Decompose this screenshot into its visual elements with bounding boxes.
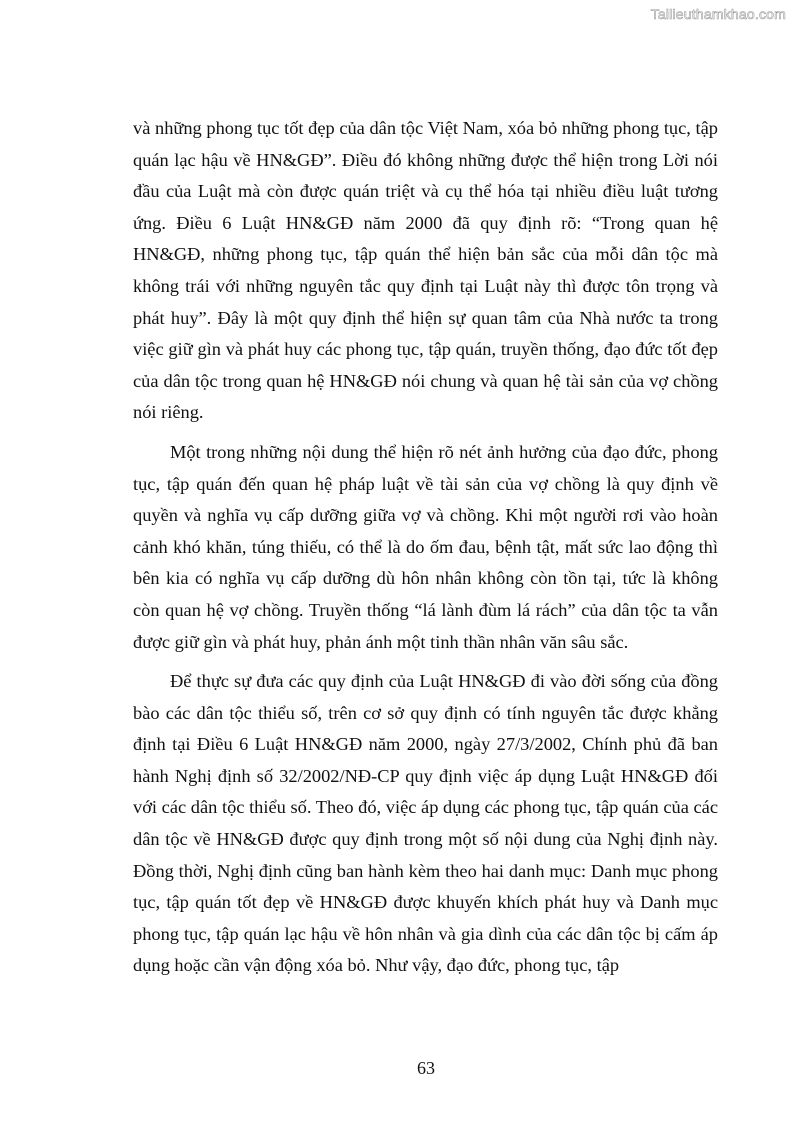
document-body bbox=[133, 113, 718, 982]
paragraph-alimony: Một trong những nội dung thể hiện rõ nét ảnh hưởng của đạo đức, phong tục, tập quán đến quan hệ pháp luật về tài sản của vợ chồng là quy định về quyền và nghĩa vụ cấp dưỡng giữa vợ và chồng. Khi một người rơi vào hoàn cảnh khó khăn, túng thiếu, có thể là do ốm đau, bệnh tật, mất sức lao động thì bên kia có nghĩa vụ cấp dưỡng dù hôn nhân không còn tồn tại, tức là không còn quan hệ vợ chồng. Truyền thống “lá lành đùm lá rách” của dân tộc ta vẫn được giữ gìn và phát huy, phản ánh một tinh thần nhân văn sâu sắc. bbox=[133, 441, 718, 652]
paragraph-decree: Để thực sự đưa các quy định của Luật HN&GĐ đi vào đời sống của đồng bào các dân tộc thiểu số, trên cơ sở quy định có tính nguyên tắc được khẳng định tại Điều 6 Luật HN&GĐ năm 2000, ngày 27/3/2002, Chính phủ đã ban hành Nghị định số 32/2002/NĐ-CP quy định việc áp dụng Luật HN&GĐ đối với các dân tộc thiểu số. Theo đó, việc áp dụng các phong tục, tập quán của các dân tộc về HN&GĐ được quy định trong một số nội dung của Nghị định này. Đồng thời, Nghị định cũng ban hành kèm theo hai danh mục: Danh mục phong tục, tập quán tốt đẹp về HN&GĐ được khuyến khích phát huy và Danh mục phong tục, tập quán lạc hậu về hôn nhân và gia dình của các dân tộc bị cấm áp dụng hoặc cần vận động xóa bỏ. Như vậy, đạo đức, phong tục, tập bbox=[133, 671, 718, 976]
watermark-text: Tailieuthamkhao.com bbox=[650, 6, 786, 22]
paragraph-continuation: và những phong tục tốt đẹp của dân tộc Việt Nam, xóa bỏ những phong tục, tập quán lạc hậu về HN&GĐ”. Điều đó không những được thể hiện trong Lời nói đầu của Luật mà còn được quán triệt và cụ thể hóa tại nhiều điều luật tương ứng. Điều 6 Luật HN&GĐ năm 2000 đã quy định rõ: “Trong quan hệ HN&GĐ, những phong tục, tập quán thể hiện bản sắc của mỗi dân tộc mà không trái với những nguyên tắc quy định tại Luật này thì được tôn trọng và phát huy”. Đây là một quy định thể hiện sự quan tâm của Nhà nước ta trong việc giữ gìn và phát huy các phong tục, tập quán, truyền thống, đạo đức tốt đẹp của dân tộc trong quan hệ HN&GĐ nói chung và quan hệ tài sản của vợ chồng nói riêng. bbox=[133, 118, 718, 423]
page-number: 63 bbox=[417, 1058, 435, 1078]
